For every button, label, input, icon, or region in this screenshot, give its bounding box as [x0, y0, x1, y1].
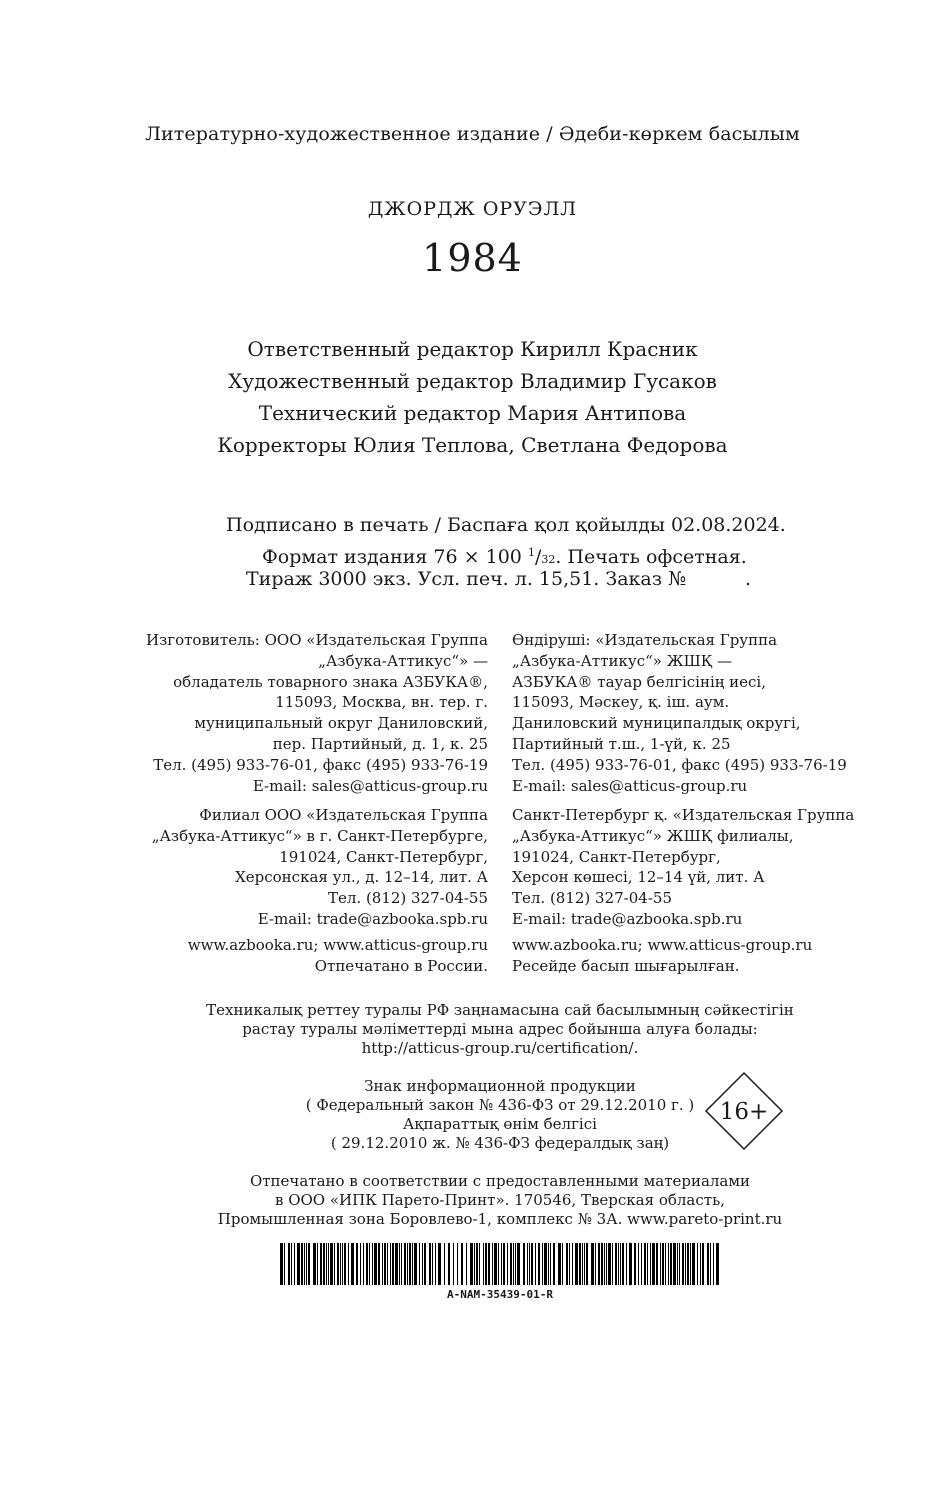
barcode-bar [448, 1243, 450, 1285]
web-kz [512, 935, 812, 977]
barcode-bar [558, 1243, 561, 1285]
barcode-bar [507, 1243, 508, 1285]
address-line: „Азбука-Аттикус“» в г. Санкт-Петербурге, [151, 826, 488, 845]
barcode-bar [297, 1243, 300, 1285]
barcode-bar [384, 1243, 386, 1285]
barcode-bar [453, 1243, 454, 1285]
info-sign-line: Знак информационной продукции [364, 1077, 636, 1095]
barcode-bar [317, 1243, 318, 1285]
barcode-bar [494, 1243, 497, 1285]
barcode-bar [716, 1243, 719, 1285]
age-rating-sign [704, 1071, 784, 1151]
address-line: Тел. (495) 933-76-01, факс (495) 933-76-19 [512, 755, 847, 774]
barcode-bar [503, 1243, 505, 1285]
barcode-bar [474, 1243, 475, 1285]
barcode-bar [457, 1243, 458, 1285]
format-denominator: 32 [541, 553, 556, 566]
barcode-bar [424, 1243, 426, 1285]
barcode-bar [323, 1243, 325, 1285]
barcode-bar [306, 1243, 307, 1285]
barcode-bar [591, 1243, 594, 1285]
barcode-bar [313, 1243, 316, 1285]
barcode-bar [690, 1243, 691, 1285]
barcode-bar [304, 1243, 305, 1285]
address-line: Херсонская ул., д. 12–14, лит. А [235, 868, 488, 887]
barcode-bar [601, 1243, 603, 1285]
barcode-bar [604, 1243, 605, 1285]
barcode-bar [483, 1243, 484, 1285]
barcode-bar [360, 1243, 361, 1285]
barcode-bar [510, 1243, 512, 1285]
barcode-bar [288, 1243, 290, 1285]
barcode-bar [374, 1243, 377, 1285]
barcode-bar [401, 1243, 402, 1285]
diamond-icon [704, 1071, 784, 1151]
barcode-bar [682, 1243, 684, 1285]
barcode-bar [673, 1243, 676, 1285]
barcode-bar [429, 1243, 431, 1285]
barcode-bar [697, 1243, 698, 1285]
address-line: Санкт-Петербург қ. «Издательская Группа [512, 806, 855, 824]
barcode-bar [575, 1243, 578, 1285]
barcode-bar [435, 1243, 436, 1285]
address-line: Партийный т.ш., 1-үй, к. 25 [512, 734, 731, 753]
barcode-bar [432, 1243, 433, 1285]
address-line: Изготовитель: ООО «Издательская Группа [145, 631, 488, 649]
barcode-bar [461, 1243, 463, 1285]
barcode-bar [366, 1243, 368, 1285]
barcode-bar [515, 1243, 516, 1285]
printed-by-line: Отпечатано в соответствии с предоставленными материалами [249, 1172, 751, 1190]
barcode-bar [641, 1243, 642, 1285]
address-line: 115093, Мәскеу, қ. іш. аум. [512, 693, 730, 712]
barcode-bar [419, 1243, 420, 1285]
barcode-bar [700, 1243, 701, 1285]
barcode-bar [399, 1243, 400, 1285]
manufacturer-kz [512, 630, 847, 796]
barcode-bar [392, 1243, 394, 1285]
barcode-bar [444, 1243, 445, 1285]
barcode-bar [395, 1243, 398, 1285]
barcode-bar [363, 1243, 364, 1285]
address-line: 115093, Москва, вн. тер. г. [275, 693, 488, 712]
format-prefix: Формат издания 76 × 100 [262, 546, 522, 568]
order-end: . [745, 568, 752, 590]
certification-notice [0, 1001, 945, 1058]
address-line: Өндіруші: «Издательская Группа [512, 631, 778, 649]
barcode-bar [280, 1243, 283, 1285]
barcode-bar [550, 1243, 551, 1285]
signed-line: Подписано в печать / Баспаға қол қойылды 02.08.2024. [226, 514, 786, 536]
barcode-bar [634, 1243, 636, 1285]
barcode-bar [337, 1243, 339, 1285]
web-line: Отпечатано в России. [314, 956, 488, 975]
barcode-bar [677, 1243, 678, 1285]
barcode-bar [620, 1243, 621, 1285]
barcode-bar [529, 1243, 530, 1285]
barcode-bar [595, 1243, 596, 1285]
barcode-bar [527, 1243, 528, 1285]
barcode-bar [501, 1243, 502, 1285]
barcode-bar [356, 1243, 358, 1285]
credit-line: Технический редактор Мария Антипова [258, 401, 687, 425]
address-line: „Азбука-Аттикус“» ЖШҚ филиалы, [512, 826, 794, 845]
barcode-bar [422, 1243, 423, 1285]
barcode-bar [476, 1243, 478, 1285]
barcode-bar [294, 1243, 295, 1285]
address-line: Даниловский муниципалдық округі, [512, 714, 801, 733]
barcode-bar [660, 1243, 661, 1285]
barcode-bar [629, 1243, 632, 1285]
barcode-bar [378, 1243, 380, 1285]
info-sign-line: ( Федеральный закон № 436-ФЗ от 29.12.2010 г. ) [305, 1096, 695, 1114]
barcode-bar [498, 1243, 499, 1285]
barcode-bar [301, 1243, 303, 1285]
address-line: „Азбука-Аттикус“» — [318, 651, 488, 670]
barcode-bar [326, 1243, 327, 1285]
barcode-bar [615, 1243, 617, 1285]
barcode-bar [638, 1243, 639, 1285]
address-line: обладатель товарного знака АЗБУКА®, [173, 672, 488, 691]
barcode-bar [390, 1243, 391, 1285]
barcode-bar [566, 1243, 568, 1285]
barcode-bar [372, 1243, 373, 1285]
barcode-bar [553, 1243, 555, 1285]
barcode-bar [692, 1243, 695, 1285]
barcode-bar [470, 1243, 473, 1285]
barcode-bar [538, 1243, 540, 1285]
barcode-bar [320, 1243, 322, 1285]
barcode-bar [466, 1243, 467, 1285]
barcode-bar [542, 1243, 543, 1285]
barcode-bar [572, 1243, 573, 1285]
barcode-bar [679, 1243, 680, 1285]
barcode-bar [652, 1243, 655, 1285]
barcode-code: A-NAM-35439-01-R [447, 1288, 553, 1301]
certification-line: Техникалық реттеу туралы РФ заңнамасына сай басылымның сәйкестігін [206, 1001, 794, 1019]
barcode-bar [670, 1243, 672, 1285]
address-line: Тел. (812) 327-04-55 [328, 889, 488, 908]
barcode-bar [531, 1243, 533, 1285]
barcode-bar [387, 1243, 388, 1285]
barcode-bar [382, 1243, 383, 1285]
edition-type: Литературно-художественное издание / Әдеби-көркем басылым [145, 123, 800, 145]
barcode-bar [340, 1243, 341, 1285]
certification-line: http://atticus-group.ru/certification/. [361, 1039, 639, 1057]
barcode-bar [492, 1243, 493, 1285]
format-suffix: . Печать офсетная. [555, 546, 747, 568]
barcode-bar [513, 1243, 514, 1285]
credit-line: Корректоры Юлия Теплова, Светлана Федорова [217, 433, 728, 457]
barcode-bar [710, 1243, 711, 1285]
barcode-bar [409, 1243, 411, 1285]
web-line: www.azbooka.ru; www.atticus-group.ru [512, 936, 813, 954]
barcode-bar [334, 1243, 335, 1285]
barcode-bar [647, 1243, 648, 1285]
certification-line: растау туралы мәліметтерді мына адрес бойынша алуға болады: [242, 1020, 758, 1038]
barcode-bar [668, 1243, 669, 1285]
barcode-bar [665, 1243, 666, 1285]
address-line: „Азбука-Аттикус“» ЖШҚ — [512, 651, 733, 670]
barcode-bar [650, 1243, 651, 1285]
barcode-bar [348, 1243, 349, 1285]
barcode-bar [535, 1243, 536, 1285]
barcode-bar [342, 1243, 343, 1285]
info-sign-line: ( 29.12.2010 ж. № 436-ФЗ федералдық заң) [330, 1134, 670, 1152]
barcode-bar [485, 1243, 487, 1285]
barcode-bar [369, 1243, 370, 1285]
book-title: 1984 [422, 236, 523, 280]
address-line: E-mail: trade@azbooka.spb.ru [512, 909, 743, 928]
barcode-bar [685, 1243, 686, 1285]
circulation-line: Тираж 3000 экз. Усл. печ. л. 15,51. Заказ № [246, 568, 687, 590]
barcode-bar [687, 1243, 689, 1285]
address-line: Тел. (495) 933-76-01, факс (495) 933-76-19 [153, 755, 488, 774]
barcode-bar [328, 1243, 329, 1285]
barcode-bar [308, 1243, 310, 1285]
barcode-bar [622, 1243, 624, 1285]
barcode-bar [582, 1243, 583, 1285]
barcode [280, 1243, 720, 1285]
barcode-bar [438, 1243, 441, 1285]
barcode-bar [579, 1243, 581, 1285]
address-line: 191024, Санкт-Петербург, [279, 847, 488, 866]
address-line: E-mail: sales@atticus-group.ru [252, 776, 488, 795]
barcode-bar [414, 1243, 417, 1285]
credit-line: Ответственный редактор Кирилл Красник [247, 337, 698, 361]
barcode-bar [562, 1243, 563, 1285]
barcode-bar [548, 1243, 549, 1285]
barcode-bar [618, 1243, 619, 1285]
address-line: 191024, Санкт-Петербург, [512, 847, 721, 866]
address-line: пер. Партийный, д. 1, к. 25 [272, 734, 488, 753]
barcode-bar [644, 1243, 646, 1285]
barcode-bar [517, 1243, 520, 1285]
printed-by-line: Промышленная зона Боровлево-1, комплекс № 3А. www.pareto-print.ru [217, 1210, 783, 1228]
barcode-bar [656, 1243, 658, 1285]
barcode-bar [488, 1243, 490, 1285]
barcode-bar [407, 1243, 408, 1285]
barcode-bar [702, 1243, 704, 1285]
barcode-bar [344, 1243, 346, 1285]
barcode-bar [662, 1243, 664, 1285]
web-line: www.azbooka.ru; www.atticus-group.ru [187, 936, 488, 954]
barcode-bar [479, 1243, 480, 1285]
barcode-bar [351, 1243, 354, 1285]
barcode-bar [608, 1243, 611, 1285]
barcode-bar [713, 1243, 714, 1285]
web-ru [188, 935, 488, 977]
barcode-bar [707, 1243, 709, 1285]
barcode-bar [586, 1243, 588, 1285]
info-sign-text [0, 1077, 945, 1153]
age-rating: 16+ [719, 1099, 769, 1125]
address-line: E-mail: sales@atticus-group.ru [512, 776, 748, 795]
printed-by-line: в ООО «ИПК Парето-Принт». 170546, Тверская область, [274, 1191, 726, 1209]
barcode-bar [544, 1243, 547, 1285]
branch-ru [152, 805, 488, 930]
barcode-bar [330, 1243, 333, 1285]
barcode-bar [584, 1243, 585, 1285]
manufacturer-ru [146, 630, 488, 796]
format-line: Формат издания 76 × 100 $^1$/32. Печать офсетная. [262, 546, 747, 568]
address-line: АЗБУКА® тауар белгісінің иесі, [512, 672, 766, 691]
address-line: муниципальный округ Даниловский, [194, 714, 488, 733]
barcode-bar [606, 1243, 607, 1285]
barcode-bar [569, 1243, 570, 1285]
barcode-bar [626, 1243, 627, 1285]
author-name: ДЖОРДЖ ОРУЭЛЛ [367, 198, 578, 220]
address-line: E-mail: trade@azbooka.spb.ru [257, 909, 488, 928]
address-line: Тел. (812) 327-04-55 [512, 889, 672, 908]
info-sign-line: Ақпараттық өнім белгісі [403, 1115, 597, 1133]
printed-by [0, 1172, 945, 1229]
address-line: Филиал ООО «Издательская Группа [199, 806, 488, 824]
barcode-bar [404, 1243, 406, 1285]
barcode-bar [612, 1243, 613, 1285]
credit-line: Художественный редактор Владимир Гусаков [228, 369, 717, 393]
barcode-bar [412, 1243, 413, 1285]
credits [0, 333, 945, 461]
barcode-bar [291, 1243, 292, 1285]
barcode-bar [598, 1243, 600, 1285]
barcode-bar [284, 1243, 285, 1285]
branch-kz [512, 805, 854, 930]
format-numerator: 1 [527, 546, 535, 559]
web-line: Ресейде басып шығарылған. [512, 956, 740, 975]
address-line: Херсон көшесі, 12–14 үй, лит. А [512, 868, 765, 887]
barcode-bar [523, 1243, 525, 1285]
